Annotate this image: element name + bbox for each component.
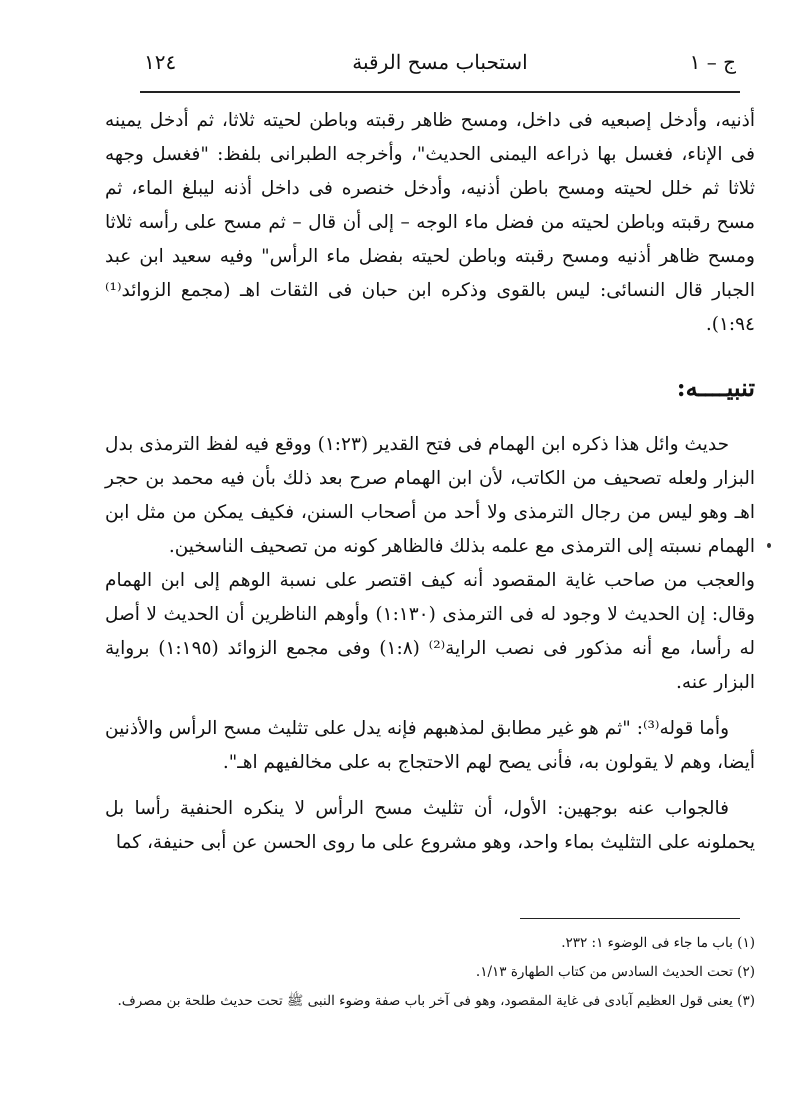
paragraph: حديث وائل هذا ذكره ابن الهمام فى فتح القدير (١:٢٣) ووقع فيه لفظ الترمذى بدل البزار ولعله تصحيف من الكاتب، لأن ابن الهمام صرح بعد ذلك بأن فيه محمد بن حجر اهـ وهو ليس من رجال الترمذى ولا أحد من أصحاب السنن، فكيف يمكن من مثل ابن الهمام نسبته إلى الترمذى مع علمه بذلك فالظاهر كونه من تصحيف الناسخين. <box>105 434 755 557</box>
chapter-title: استحباب مسح الرقبة <box>352 50 528 74</box>
footnote-rule <box>520 918 740 919</box>
footnotes <box>105 930 755 1017</box>
paragraph: وأما قوله⁽³⁾: "ثم هو غير مطابق لمذهبهم فإنه يدل على تثليث مسح الرأس والأذنين أيضا، وهم لا يقولون به، فأنى يصح لهم الاحتجاج به على مخالفيهم اهـ". <box>105 718 755 773</box>
section-heading: تنبيــــه: <box>676 373 755 402</box>
footnote: (٢) تحت الحديث السادس من كتاب الطهارة ١/١٣. <box>475 964 755 980</box>
main-text <box>105 104 755 860</box>
footnote: (١) باب ما جاء فى الوضوء ١: ٢٣٢. <box>561 935 755 951</box>
paragraph: والعجب من صاحب غاية المقصود أنه كيف اقتصر على نسبة الوهم إلى ابن الهمام وقال: إن الحديث لا وجود له فى الترمذى (١:١٣٠) وأوهم الناظرين أن الحديث لا أصل له رأسا، مع أنه مذكور فى نصب الراية⁽²⁾ (١:٨) وفى مجمع الزوائد (١:١٩٥) برواية البزار عنه. <box>105 570 755 693</box>
footnote: (٣) يعنى قول العظيم آبادى فى غاية المقصود، وهو فى آخر باب صفة وضوء النبى ﷺ تحت حديث طلحة بن مصرف. <box>117 993 755 1009</box>
margin-dot <box>767 543 771 548</box>
header-rule <box>140 91 740 93</box>
volume-label: ج – ١ <box>689 50 736 74</box>
page-number: ١٢٤ <box>144 50 177 74</box>
running-header <box>140 44 740 84</box>
paragraph: فالجواب عنه بوجهين: الأول، أن تثليث مسح الرأس لا ينكره الحنفية رأسا بل يحملونه على التثليث بماء واحد، وهو مشروع على ما روى الحسن عن أبى حنيفة، كما <box>105 798 755 853</box>
paragraph: أذنيه، وأدخل إصبعيه فى داخل، ومسح ظاهر رقبته وباطن لحيته ثلاثا، ثم أدخل يمينه فى الإناء، فغسل بها ذراعه اليمنى الحديث"، وأخرجه الطبرانى بلفظ: "فغسل وجهه ثلاثا ثم خلل لحيته ومسح باطن أذنيه، وأدخل خنصره فى داخل أذنه ليبلغ الماء، ثم مسح رقبته وباطن لحيته من فضل ماء الوجه – إلى أن قال – ثم مسح على رأسه ثلاثا ومسح ظاهر أذنيه ومسح رقبته وباطن لحيته بفضل ماء الرأس" وفيه سعيد ابن عبد الجبار قال النسائى: ليس بالقوى وذكره ابن حبان فى الثقات اهـ (مجمع الزوائد⁽¹⁾ ١:٩٤). <box>105 110 756 335</box>
